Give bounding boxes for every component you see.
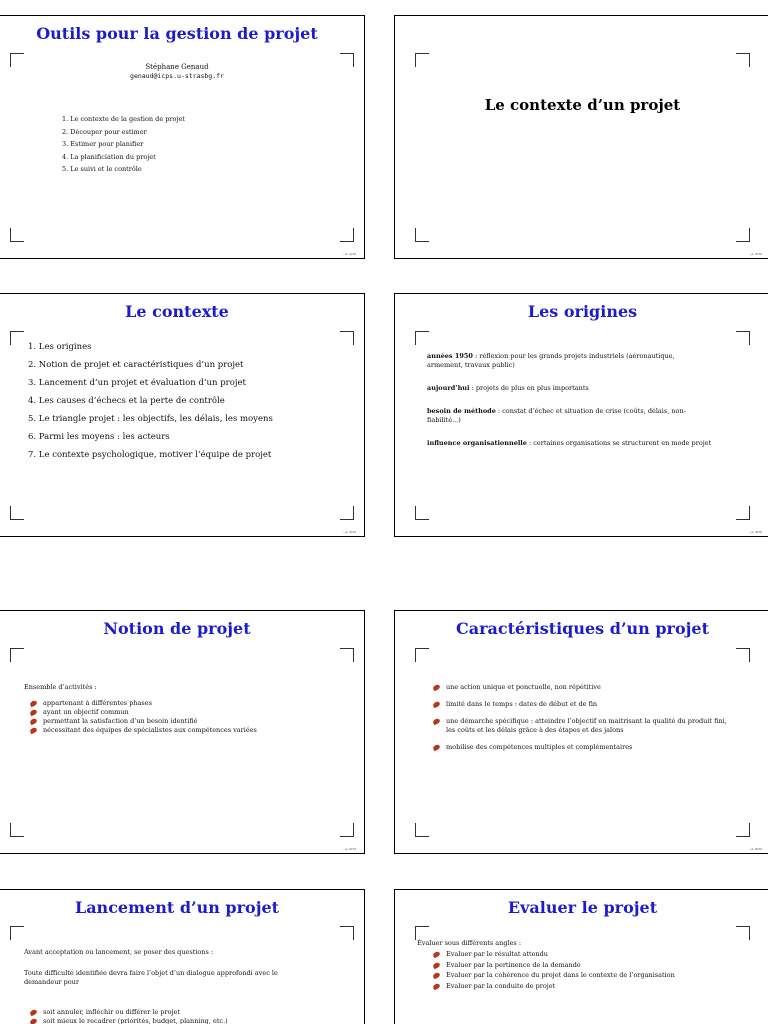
- list-item: [431, 743, 731, 752]
- frame-corner: [415, 823, 429, 837]
- slide-title: Outils pour la gestion de projet: [36, 24, 318, 43]
- list-item-text: Evaluer par la conduite de projet: [446, 981, 556, 990]
- list-item: [431, 961, 751, 970]
- frame-corner: [415, 331, 429, 345]
- frame-corner: [415, 53, 429, 67]
- bullet-icon: [432, 961, 440, 968]
- slide-7: [0, 889, 365, 1024]
- bullet-icon: [29, 709, 37, 716]
- page-number: – p. 3/72: [342, 530, 356, 534]
- slide-title: Evaluer le projet: [507, 898, 658, 917]
- frame-corner: [415, 926, 429, 940]
- list-item: [28, 726, 348, 735]
- difficulty-text: Toute difficulté identifiée devra faire l’objet d’un dialogue approfondi avec le demandeur pour: [24, 969, 278, 986]
- frame-corner: [736, 926, 750, 940]
- bullet-icon: [29, 1009, 37, 1016]
- list-item: 2. Notion de projet et caractéristiques d’un projet: [28, 360, 244, 370]
- list-item-text: nécessitant des équipes de spécialistes aux compétences variées: [43, 726, 257, 734]
- toc-item: 5. Le suivi et le contrôle: [62, 165, 142, 173]
- origin-text: : constat d’échec et situation de crise (coûts, délais, non-fiabilité...): [427, 407, 686, 424]
- bullet-list: [431, 950, 751, 992]
- frame-corner: [10, 506, 24, 520]
- page-number: – p. 6/72: [748, 847, 762, 851]
- origin-entry: [427, 407, 712, 425]
- bullet-icon: [432, 951, 440, 958]
- page-number: – p. 4/72: [748, 530, 762, 534]
- origin-entry: [427, 384, 712, 393]
- list-item: [431, 971, 751, 980]
- list-item-text: soit mieux le recadrer (priorités, budget, planning, etc.): [43, 1017, 228, 1024]
- list-item-text: permettant la satisfaction d’un besoin identifié: [43, 717, 198, 725]
- list-item-text: limité dans le temps : dates de début et de fin: [446, 700, 598, 708]
- frame-corner: [10, 228, 24, 242]
- toc-item: 4. La planificiation du projet: [62, 152, 156, 161]
- list-item: [28, 717, 348, 726]
- bullet-icon: [432, 701, 440, 708]
- list-item: 7. Le contexte psychologique, motiver l’équipe de projet: [28, 450, 272, 460]
- frame-corner: [415, 506, 429, 520]
- bullet-icon: [29, 727, 37, 734]
- frame-corner: [736, 53, 750, 67]
- list-item: 5. Le triangle projet : les objectifs, les délais, les moyens: [28, 414, 273, 424]
- question-text: Avant acceptation ou lancement, se poser des questions :: [24, 948, 214, 956]
- slide-title: Notion de projet: [103, 619, 251, 638]
- frame-corner: [340, 648, 354, 662]
- author-name: Stéphane Genaud: [145, 63, 209, 71]
- origin-text: : projets de plus en plus importants: [469, 384, 589, 392]
- bullet-icon: [29, 718, 37, 725]
- section-title: Le contexte d’un projet: [484, 96, 681, 114]
- slide-6: [394, 610, 768, 854]
- frame-corner: [736, 506, 750, 520]
- slide-8: [394, 889, 768, 1024]
- bullet-icon: [29, 700, 37, 707]
- list-item: 1. Les origines: [28, 342, 92, 352]
- list-item-text: une démarche spécifique : atteindre l’objectif en maitrisant la qualité du produit fini, les coûts et les délais grâce à des étapes et des jalons: [446, 717, 727, 734]
- list-item-text: Evaluer par le résultat attendu: [446, 950, 548, 958]
- page-number: – p. 2/72: [748, 252, 762, 256]
- slide-4: [394, 293, 768, 537]
- slide-1: [0, 15, 365, 259]
- bullet-list: [28, 1008, 328, 1024]
- list-item-text: mobilise des compétences multiples et complémentaires: [446, 743, 633, 751]
- frame-corner: [340, 228, 354, 242]
- list-item: [28, 1017, 328, 1024]
- frame-corner: [736, 823, 750, 837]
- origin-term: influence organisationnelle: [427, 439, 527, 447]
- slide-title: Caractéristiques d’un projet: [455, 619, 709, 638]
- slide-title: Le contexte: [125, 302, 229, 321]
- origin-term: années 1950: [427, 352, 473, 360]
- frame-corner: [10, 926, 24, 940]
- frame-corner: [340, 823, 354, 837]
- frame-corner: [340, 506, 354, 520]
- toc-item: 3. Estimer pour planifier: [62, 140, 144, 148]
- list-item: [431, 950, 751, 959]
- list-item: [431, 700, 731, 709]
- list-item-text: une action unique et ponctuelle, non répétitive: [446, 683, 601, 691]
- bullet-list: [28, 699, 348, 735]
- list-item: [431, 717, 731, 735]
- slide-2: [394, 15, 768, 259]
- list-item-text: soit annuler, infléchir ou différer le projet: [43, 1008, 181, 1016]
- slide-title: Les origines: [527, 302, 638, 321]
- frame-corner: [415, 228, 429, 242]
- list-item-text: ayant un objectif commun: [43, 708, 129, 716]
- frame-corner: [10, 331, 24, 345]
- list-item: [28, 699, 348, 708]
- page-number: – p. 5/72: [342, 847, 356, 851]
- origin-entry: [427, 352, 712, 370]
- origin-term: aujourd’hui: [427, 384, 470, 392]
- list-item: [431, 982, 751, 991]
- frame-corner: [340, 331, 354, 345]
- bullet-icon: [432, 684, 440, 691]
- origin-term: besoin de méthode: [427, 407, 496, 415]
- list-item: [28, 1008, 328, 1017]
- intro-text: Ensemble d’activités :: [24, 683, 97, 691]
- origin-text: : certaines organisations se structurent en mode projet: [526, 439, 712, 447]
- bullet-icon: [432, 982, 440, 989]
- origin-entry: [427, 439, 712, 448]
- page-number: – p. 1/72: [342, 252, 356, 256]
- frame-corner: [10, 648, 24, 662]
- toc-item: 2. Découper pour estimer: [62, 127, 147, 136]
- bullet-icon: [432, 744, 440, 751]
- bullet-icon: [432, 718, 440, 725]
- slide-title: Lancement d’un projet: [74, 898, 280, 917]
- frame-corner: [340, 926, 354, 940]
- author-email: genaud@icps.u-strasbg.fr: [130, 72, 224, 80]
- list-item-text: Evaluer par la pertinence de la demande: [446, 960, 581, 969]
- list-item: [431, 683, 731, 692]
- frame-corner: [10, 823, 24, 837]
- frame-corner: [736, 648, 750, 662]
- origin-text: : réflexion pour les grands projets industriels (aéronautique, armement, travaux public): [427, 352, 675, 369]
- toc-item: 1. Le contexte de la gestion de projet: [62, 115, 185, 123]
- list-item: 6. Parmi les moyens : les acteurs: [28, 432, 170, 442]
- bullet-icon: [432, 972, 440, 979]
- frame-corner: [736, 228, 750, 242]
- list-item: 4. Les causes d’échecs et la perte de contrôle: [28, 396, 225, 406]
- slide-5: [0, 610, 365, 854]
- frame-corner: [736, 331, 750, 345]
- author-block: [0, 63, 364, 81]
- intro-text: Évaluer sous différents angles :: [417, 939, 522, 947]
- table-of-contents: [62, 113, 185, 176]
- list-item-text: appartenant à différentes phases: [43, 699, 152, 707]
- list-item: [28, 708, 348, 717]
- slide-3: [0, 293, 365, 537]
- frame-corner: [415, 648, 429, 662]
- context-list: [28, 338, 273, 464]
- list-item-text: Evaluer par la cohérence du projet dans le contexte de l’organisation: [446, 971, 675, 979]
- list-item: 3. Lancement d’un projet et évaluation d’un projet: [28, 378, 246, 388]
- bullet-list: [431, 683, 731, 760]
- bullet-icon: [29, 1018, 37, 1024]
